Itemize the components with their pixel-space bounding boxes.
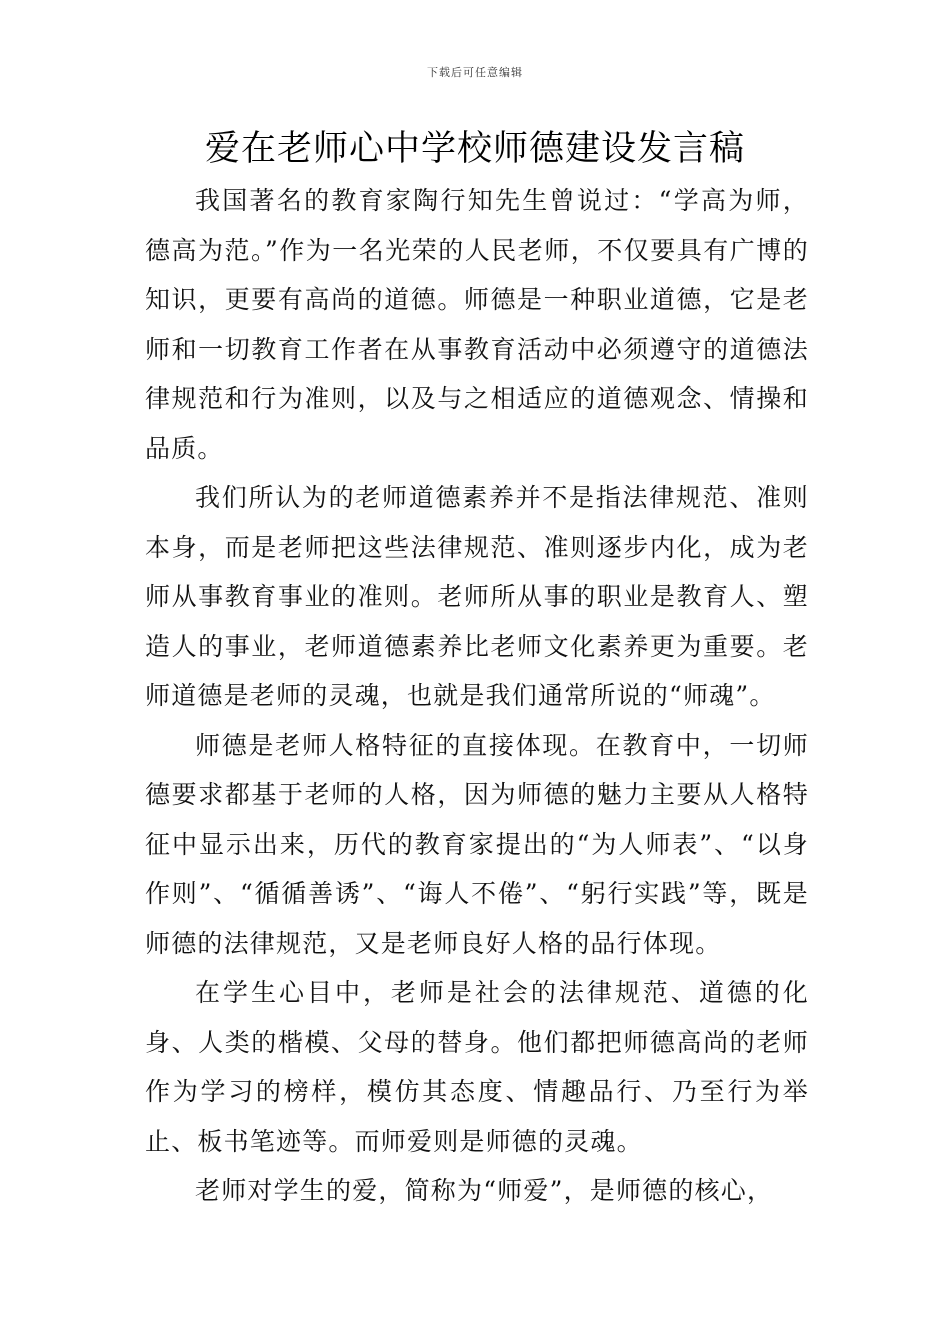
document-title: 爱在老师心中学校师德建设发言稿 <box>204 129 745 169</box>
document-body <box>145 176 809 1216</box>
header-note: 下载后可任意编辑 <box>427 66 523 79</box>
paragraph: 我们所认为的老师道德素养并不是指法律规范、准则本身，而是老师把这些法律规范、准则逐步内化，成为老师从事教育事业的准则。老师所从事的职业是教育人、塑造人的事业，老师道德素养比老师文化素养更为重要。老师道德是老师的灵魂，也就是我们通常所说的“师魂”。 <box>145 483 809 710</box>
paragraph: 师德是老师人格特征的直接体现。在教育中，一切师德要求都基于老师的人格，因为师德的魅力主要从人格特征中显示出来，历代的教育家提出的“为人师表”、“以身作则”、“循循善诱”、“诲人不倦”、“躬行实践”等，既是师德的法律规范，又是老师良好人格的品行体现。 <box>145 730 809 958</box>
paragraph: 老师对学生的爱，简称为“师爱”，是师德的核心， <box>195 1176 774 1205</box>
paragraph: 在学生心目中，老师是社会的法律规范、道德的化身、人类的楷模、父母的替身。他们都把师德高尚的老师作为学习的榜样，模仿其态度、情趣品行、乃至行为举止、板书笔迹等。而师爱则是师德的灵魂。 <box>145 978 809 1156</box>
paragraph: 我国著名的教育家陶行知先生曾说过：“学高为师，德高为范。”作为一名光荣的人民老师，不仅要具有广博的知识，更要有高尚的道德。师德是一种职业道德，它是老师和一切教育工作者在从事教育活动中必须遵守的道德法律规范和行为准则，以及与之相适应的道德观念、情操和品质。 <box>145 186 809 463</box>
